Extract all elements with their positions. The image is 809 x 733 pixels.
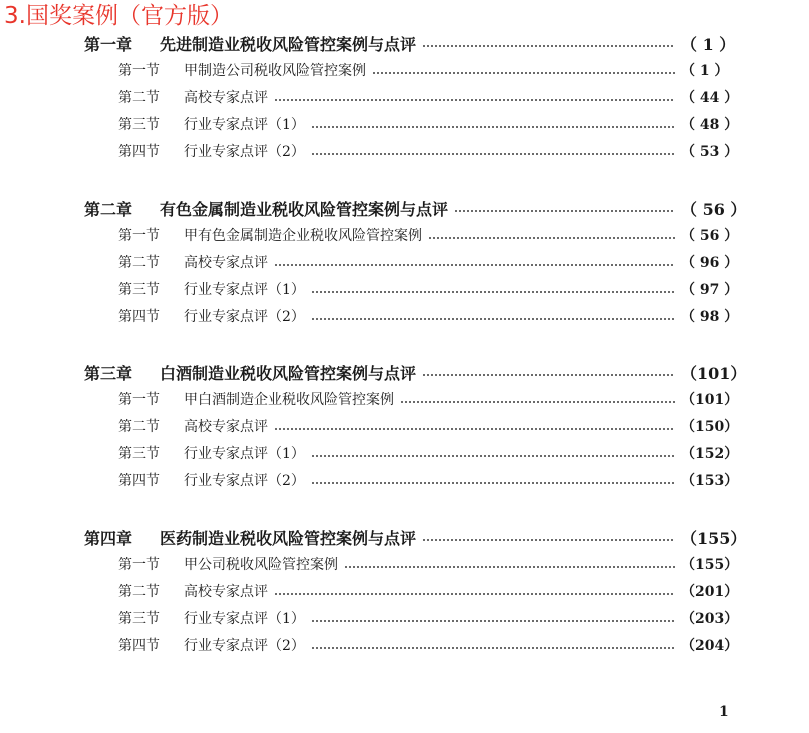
section-label: 第一节 xyxy=(118,392,160,408)
chapter-title: 白酒制造业税收风险管控案例与点评 xyxy=(160,363,417,383)
dot-leader xyxy=(274,99,675,101)
toc-section[interactable] xyxy=(118,440,739,466)
section-page: （153） xyxy=(681,473,739,489)
toc-section[interactable] xyxy=(118,413,739,439)
chapter-title: 先进制造业税收风险管控案例与点评 xyxy=(160,34,417,54)
dot-leader xyxy=(422,539,675,541)
section-title: 行业专家点评（1） xyxy=(184,282,305,298)
section-page: （201） xyxy=(681,584,739,600)
toc-section[interactable] xyxy=(118,467,739,493)
section-title: 甲公司税收风险管控案例 xyxy=(184,557,338,573)
toc-section[interactable] xyxy=(118,249,739,275)
chapter-page: （ 1 ） xyxy=(681,34,736,54)
section-page: （ 53 ） xyxy=(681,144,739,160)
toc-chapter-1[interactable] xyxy=(84,30,736,56)
dot-leader xyxy=(311,455,675,457)
dot-leader xyxy=(400,401,675,403)
chapter-label: 第四章 xyxy=(84,528,133,548)
section-title: 行业专家点评（1） xyxy=(184,611,305,627)
section-title: 行业专家点评（1） xyxy=(184,446,305,462)
dot-leader xyxy=(311,153,675,155)
chapter-title: 医药制造业税收风险管控案例与点评 xyxy=(160,528,417,548)
section-page: （ 1 ） xyxy=(681,63,729,79)
section-title: 甲白酒制造企业税收风险管控案例 xyxy=(184,392,394,408)
chapter-label: 第三章 xyxy=(84,363,133,383)
section-title: 高校专家点评 xyxy=(184,90,268,106)
toc-section[interactable] xyxy=(118,551,739,577)
dot-leader xyxy=(311,620,675,622)
section-label: 第一节 xyxy=(118,228,160,244)
section-page: （ 96 ） xyxy=(681,255,739,271)
section-label: 第四节 xyxy=(118,638,160,654)
section-label: 第三节 xyxy=(118,611,160,627)
section-label: 第三节 xyxy=(118,282,160,298)
chapter-title: 有色金属制造业税收风险管控案例与点评 xyxy=(160,199,449,219)
section-title: 行业专家点评（1） xyxy=(184,117,305,133)
section-label: 第二节 xyxy=(118,419,160,435)
section-page: （ 44 ） xyxy=(681,90,739,106)
section-title: 高校专家点评 xyxy=(184,584,268,600)
dot-leader xyxy=(454,210,675,212)
section-label: 第四节 xyxy=(118,144,160,160)
section-label: 第三节 xyxy=(118,117,160,133)
toc-section[interactable] xyxy=(118,386,739,412)
dot-leader xyxy=(311,126,675,128)
dot-leader xyxy=(311,318,675,320)
toc-chapter-3[interactable] xyxy=(84,359,747,385)
chapter-label: 第二章 xyxy=(84,199,133,219)
dot-leader xyxy=(344,566,675,568)
section-label: 第四节 xyxy=(118,473,160,489)
toc-section[interactable] xyxy=(118,138,739,164)
toc-section[interactable] xyxy=(118,222,739,248)
toc-section[interactable] xyxy=(118,276,739,302)
dot-leader xyxy=(274,593,675,595)
section-label: 第三节 xyxy=(118,446,160,462)
dot-leader xyxy=(372,72,675,74)
section-title: 高校专家点评 xyxy=(184,255,268,271)
page-number: 1 xyxy=(719,704,729,720)
dot-leader xyxy=(311,482,675,484)
toc-chapter-4[interactable] xyxy=(84,524,747,550)
section-title: 甲有色金属制造企业税收风险管控案例 xyxy=(184,228,422,244)
section-page: （ 48 ） xyxy=(681,117,739,133)
toc-section[interactable] xyxy=(118,578,739,604)
section-page: （ 97 ） xyxy=(681,282,739,298)
section-page: （ 98 ） xyxy=(681,309,739,325)
section-label: 第二节 xyxy=(118,255,160,271)
toc-section[interactable] xyxy=(118,303,739,329)
dot-leader xyxy=(428,237,675,239)
chapter-page: （155） xyxy=(681,528,747,548)
section-label: 第四节 xyxy=(118,309,160,325)
toc-section[interactable] xyxy=(118,57,727,83)
section-title: 高校专家点评 xyxy=(184,419,268,435)
section-title: 行业专家点评（2） xyxy=(184,309,305,325)
dot-leader xyxy=(311,291,675,293)
section-title: 行业专家点评（2） xyxy=(184,473,305,489)
dot-leader xyxy=(274,264,675,266)
section-page: （203） xyxy=(681,611,739,627)
section-page: （101） xyxy=(681,392,739,408)
chapter-page: （101） xyxy=(681,363,747,383)
section-label: 第一节 xyxy=(118,63,160,79)
section-page: （155） xyxy=(681,557,739,573)
dot-leader xyxy=(311,647,675,649)
toc-section[interactable] xyxy=(118,632,739,658)
toc-section[interactable] xyxy=(118,84,739,110)
toc-chapter-2[interactable] xyxy=(84,195,747,221)
toc-section[interactable] xyxy=(118,605,739,631)
section-label: 第二节 xyxy=(118,584,160,600)
dot-leader xyxy=(274,428,675,430)
chapter-page: （ 56 ） xyxy=(681,199,747,219)
section-page: （ 56 ） xyxy=(681,228,739,244)
dot-leader xyxy=(422,45,675,47)
chapter-label: 第一章 xyxy=(84,34,133,54)
section-title: 行业专家点评（2） xyxy=(184,144,305,160)
section-title: 甲制造公司税收风险管控案例 xyxy=(184,63,366,79)
section-page: （152） xyxy=(681,446,739,462)
section-page: （204） xyxy=(681,638,739,654)
section-page: （150） xyxy=(681,419,739,435)
section-label: 第二节 xyxy=(118,90,160,106)
page-title: 3.国奖案例（官方版） xyxy=(4,3,233,29)
section-title: 行业专家点评（2） xyxy=(184,638,305,654)
section-label: 第一节 xyxy=(118,557,160,573)
dot-leader xyxy=(422,374,675,376)
toc-section[interactable] xyxy=(118,111,739,137)
